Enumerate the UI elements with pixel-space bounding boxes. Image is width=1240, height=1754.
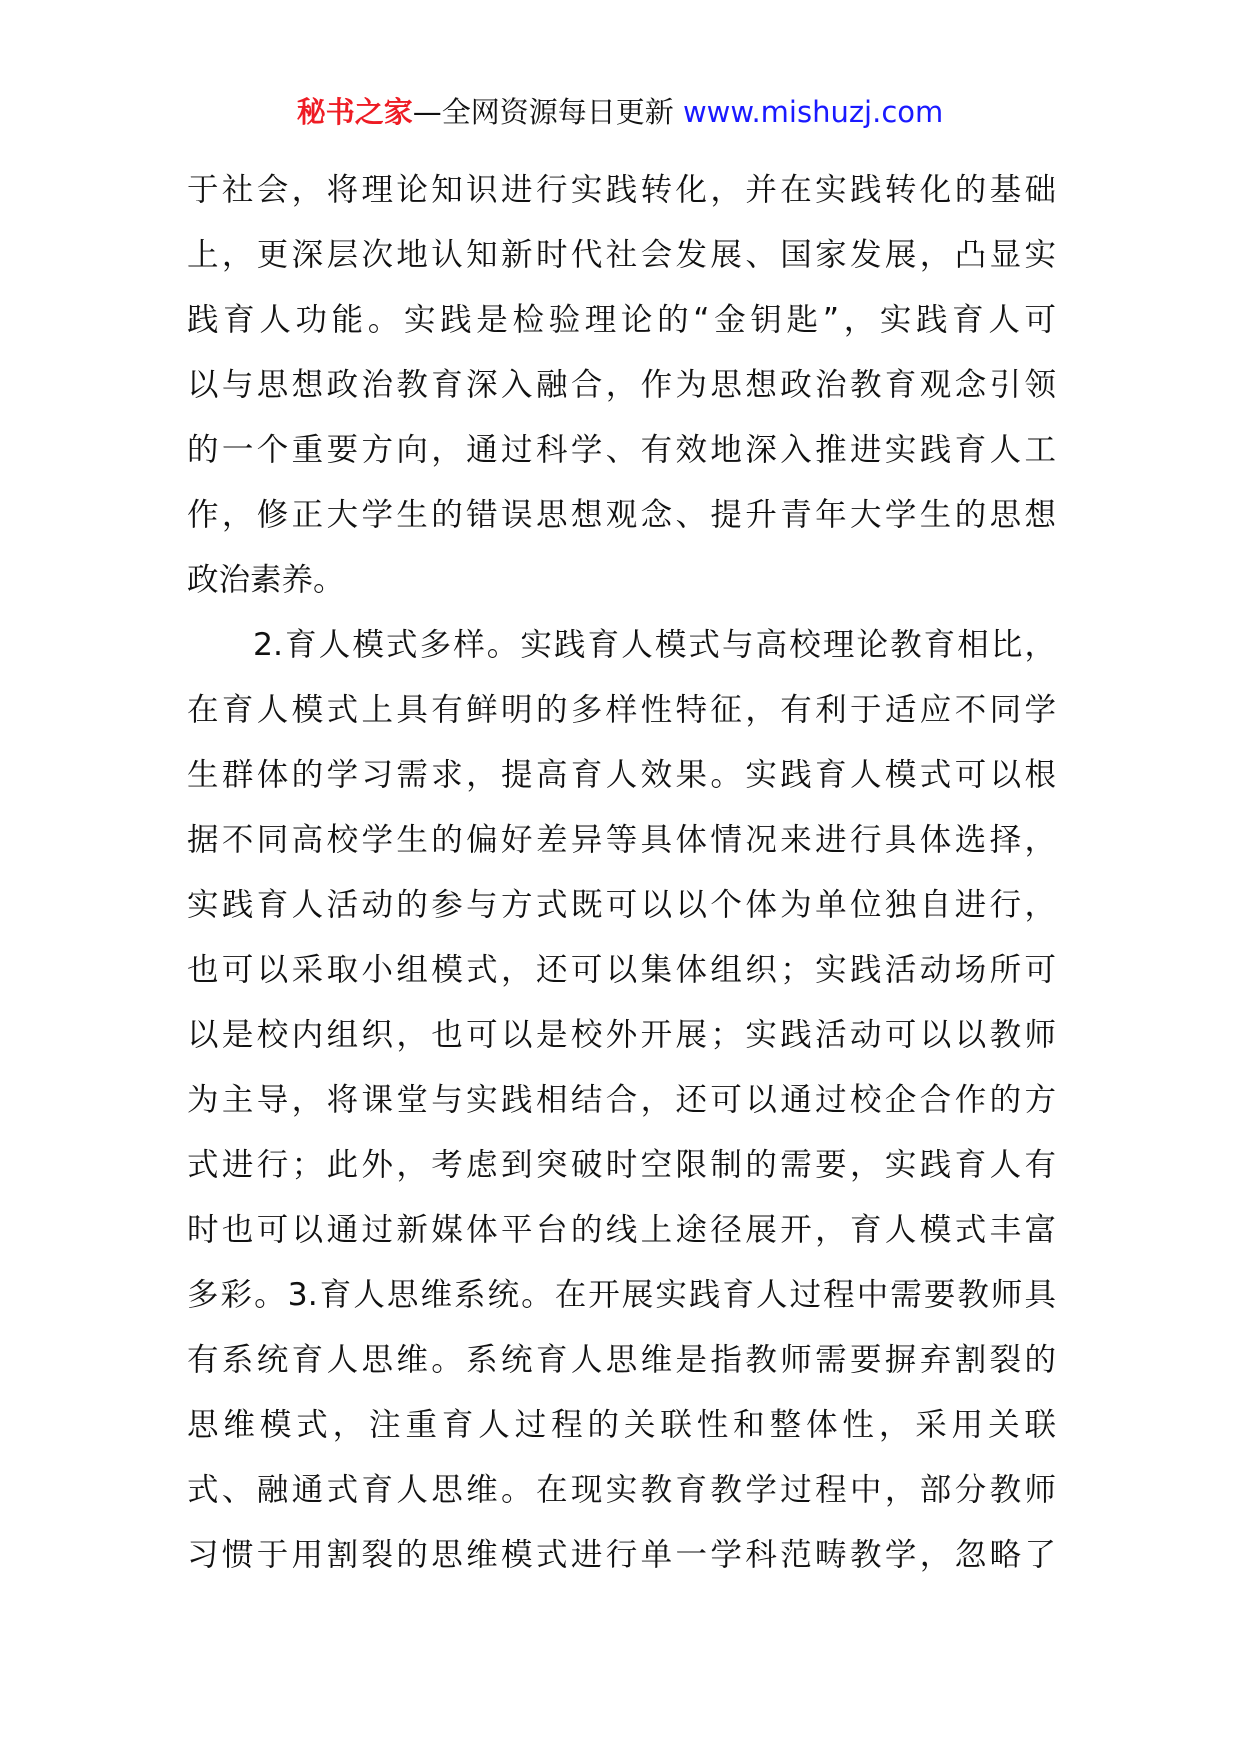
paragraph-line: 的一个重要方向，通过科学、有效地深入推进实践育人工 <box>187 432 1056 468</box>
paragraph-line: 实践育人活动的参与方式既可以以个体为单位独自进行， <box>187 887 1056 923</box>
paragraph-line: 时也可以通过新媒体平台的线上途径展开，育人模式丰富 <box>187 1212 1056 1248</box>
paragraph-line: 作，修正大学生的错误思想观念、提升青年大学生的思想 <box>187 497 1056 533</box>
site-url-link[interactable]: www.mishuzj.com <box>682 95 944 129</box>
paragraph-line: 习惯于用割裂的思维模式进行单一学科范畴教学，忽略了 <box>187 1537 1056 1573</box>
paragraph-line: 有系统育人思维。系统育人思维是指教师需要摒弃割裂的 <box>187 1342 1056 1378</box>
paragraph-line: 以是校内组织，也可以是校外开展；实践活动可以以教师 <box>187 1017 1056 1053</box>
paragraph-line: 式、融通式育人思维。在现实教育教学过程中，部分教师 <box>187 1472 1056 1508</box>
paragraph-line: 生群体的学习需求，提高育人效果。实践育人模式可以根 <box>187 757 1056 793</box>
paragraph-line: 以与思想政治教育深入融合，作为思想政治教育观念引领 <box>187 367 1056 403</box>
paragraph-line: 多彩。3.育人思维系统。在开展实践育人过程中需要教师具 <box>187 1277 1056 1313</box>
paragraph-line: 践育人功能。实践是检验理论的“金钥匙”，实践育人可 <box>187 302 1056 338</box>
document-body <box>187 158 1056 1588</box>
paragraph-line: 于社会，将理论知识进行实践转化，并在实践转化的基础 <box>187 172 1056 208</box>
paragraph-line: 据不同高校学生的偏好差异等具体情况来进行具体选择， <box>187 822 1056 858</box>
paragraph-line: 在育人模式上具有鲜明的多样性特征，有利于适应不同学 <box>187 692 1056 728</box>
paragraph-line: 2.育人模式多样。实践育人模式与高校理论教育相比， <box>253 627 1056 663</box>
paragraph-line: 为主导，将课堂与实践相结合，还可以通过校企合作的方 <box>187 1082 1056 1118</box>
brand-name: 秘书之家 <box>296 95 413 129</box>
paragraph-line: 上，更深层次地认知新时代社会发展、国家发展，凸显实 <box>187 237 1056 273</box>
paragraph-line: 也可以采取小组模式，还可以集体组织；实践活动场所可 <box>187 952 1056 988</box>
page-header <box>0 92 1240 132</box>
paragraph-line: 式进行；此外，考虑到突破时空限制的需要，实践育人有 <box>187 1147 1056 1183</box>
paragraph-line: 思维模式，注重育人过程的关联性和整体性，采用关联 <box>187 1407 1056 1443</box>
paragraph-line: 政治素养。 <box>187 562 345 598</box>
header-tagline: —全网资源每日更新 <box>412 95 683 129</box>
